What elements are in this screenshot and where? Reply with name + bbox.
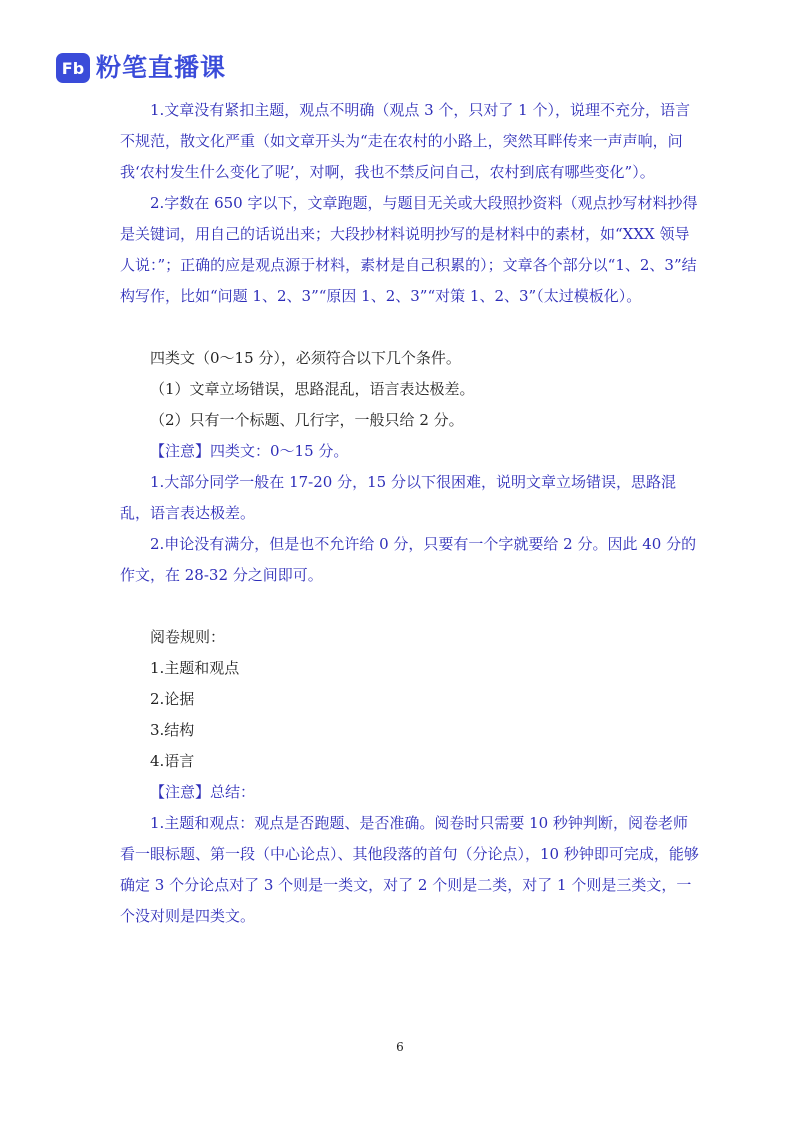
- logo-text: 粉笔直播课: [96, 53, 227, 82]
- spacer: [120, 591, 702, 622]
- section1-paragraph-1: 1.文章没有紧扣主题，观点不明确（观点 3 个，只对了 1 个），说理不充分，语言不规范，散文化严重（如文章开头为“走在农村的小路上，突然耳畔传来一声声响，问我‘农村发生什么变化了呢’，对啊，我也不禁反问自己，农村到底有哪些变化”）。: [120, 101, 690, 181]
- section2-condition-2: （2）只有一个标题、几行字，一般只给 2 分。: [150, 411, 464, 429]
- rule-item-3: 3.结构: [150, 721, 195, 739]
- spacer: [120, 312, 702, 343]
- section2-note-2: 2.申论没有满分，但是也不允许给 0 分，只要有一个字就要给 2 分。因此 40 分的作文，在 28-32 分之间即可。: [120, 535, 697, 584]
- section2-condition-1: （1）文章立场错误，思路混乱，语言表达极差。: [150, 380, 475, 398]
- section2-note-1: 1.大部分同学一般在 17-20 分，15 分以下很困难，说明文章立场错误，思路混乱，语言表达极差。: [120, 473, 676, 522]
- section2-note-heading: 【注意】四类文：0～15 分。: [150, 442, 349, 460]
- document-body: [120, 95, 702, 932]
- section2-intro: 四类文（0～15 分），必须符合以下几个条件。: [150, 349, 461, 367]
- fb-logo-icon: [56, 53, 90, 83]
- brand-logo: [56, 52, 226, 84]
- logo-mark-text: Fb: [61, 59, 85, 78]
- section3-note-heading: 【注意】总结：: [150, 783, 256, 801]
- rule-item-4: 4.语言: [150, 752, 195, 770]
- section1-paragraph-2: 2.字数在 650 字以下，文章跑题，与题目无关或大段照抄资料（观点抄写材料抄得是关键词，用自己的话说出来；大段抄材料说明抄写的是材料中的素材，如“XXX 领导人说：”；正确的应是观点源于材料，素材是自己积累的）；文章各个部分以“1、2、3”结构写作，比如“问题 1、2、3”“原因 1、2、3”“对策 1、2、3”（太过模板化）。: [120, 194, 698, 305]
- rule-item-1: 1.主题和观点: [150, 659, 240, 677]
- page-number: 6: [396, 1040, 404, 1054]
- rule-item-2: 2.论据: [150, 690, 195, 708]
- section3-intro: 阅卷规则：: [150, 628, 226, 646]
- section3-note-1: 1.主题和观点：观点是否跑题、是否准确。阅卷时只需要 10 秒钟判断，阅卷老师看一眼标题、第一段（中心论点）、其他段落的首句（分论点），10 秒钟即可完成，能够确定 3 个分论点对了 3 个则是一类文，对了 2 个则是二类，对了 1 个则是三类文，一个没对则是四类文。: [120, 814, 699, 925]
